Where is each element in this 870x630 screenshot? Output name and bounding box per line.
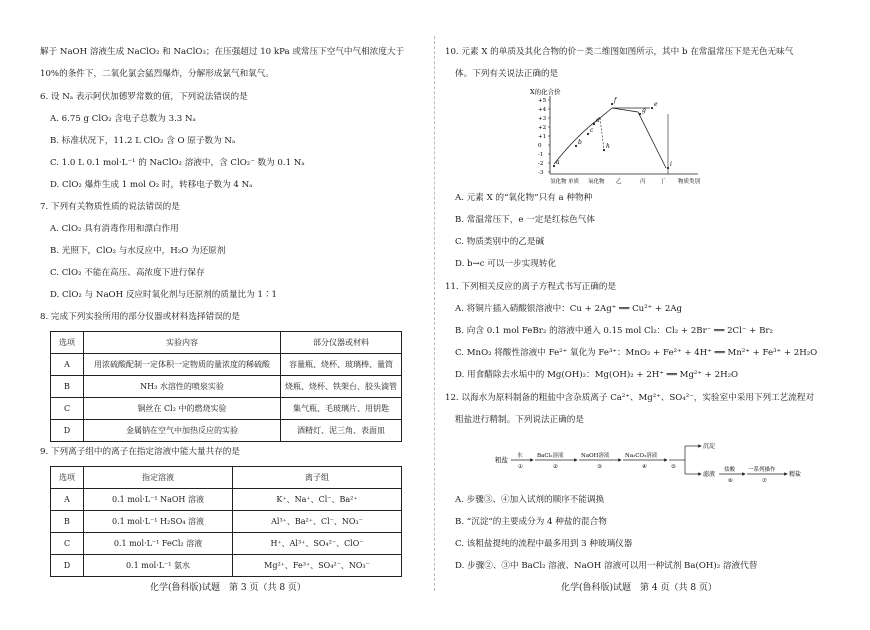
table-row: [51, 398, 402, 420]
x-category-label: 单质: [568, 179, 580, 185]
table-header-cell: 实验内容: [84, 332, 281, 354]
x-category-label: 乙: [616, 179, 622, 185]
flow-water: 水: [517, 453, 523, 459]
table-cell: B: [51, 376, 84, 398]
flow-step-4: ④: [642, 464, 647, 470]
table-header-row: [51, 332, 402, 354]
y-tick-label: -1: [538, 152, 544, 158]
line-f-to-i: [612, 108, 666, 168]
y-tick-label: -2: [538, 161, 544, 167]
chart-point: [575, 145, 577, 147]
q6-option-c: C. 1.0 L 0.1 mol·L⁻¹ 的 NaClO₂ 溶液中，含 ClO₂⁻ 数为 0.1 Nₐ: [50, 158, 305, 168]
q6-option-b: B. 标准状况下，11.2 L ClO₂ 含 O 原子数为 Nₐ: [50, 136, 236, 146]
x-category-labels: [550, 177, 701, 185]
table-cell: 金属钠在空气中加热反应的实验: [84, 420, 281, 442]
chart-point-label: d: [596, 117, 600, 124]
q12-option-c: C. 该粗盐提纯的流程中最多用到 3 种玻璃仪器: [455, 539, 633, 549]
y-tick-label: +4: [538, 107, 547, 113]
chart-point: [639, 113, 641, 115]
chart-point-label: h: [606, 143, 610, 150]
table-row: [51, 354, 402, 376]
q10-option-b: B. 常温常压下，e 一定是红棕色气体: [455, 215, 595, 225]
intro-line-2: 10%的条件下，二氧化氯会猛烈爆炸，分解形成氯气和氧气。: [40, 69, 274, 79]
chart-point: [587, 133, 589, 135]
y-tick-label: +3: [538, 116, 547, 122]
q10-option-d: D. b→c 可以一步实现转化: [455, 259, 557, 269]
page-footer-right: 化学(鲁科版)试题 第 4 页（共 8 页）: [561, 583, 717, 593]
table-cell: 铜丝在 Cl₂ 中的燃烧实验: [84, 398, 281, 420]
y-tick-labels: [538, 98, 550, 176]
q11-option-a: A. 将铜片插入硝酸银溶液中：Cu + 2Ag⁺ ══ Cu²⁺ + 2Ag: [455, 304, 683, 314]
table-cell: 0.1 mol·L⁻¹ H₂SO₄ 溶液: [84, 511, 233, 533]
dashed-guide: [600, 118, 604, 150]
y-tick-label: +5: [538, 98, 547, 104]
table-cell: H⁺、Al³⁺、SO₄²⁻、ClO⁻: [233, 533, 402, 555]
y-tick-label: +2: [538, 125, 547, 131]
q12-stem-line-2: 粗盐进行精制。下列说法正确的是: [455, 415, 584, 425]
table-row: [51, 420, 402, 442]
chart-ylabel: X的化合价: [530, 88, 561, 96]
q11-stem: 11. 下列相关反应的离子方程式书写正确的是: [445, 282, 617, 292]
y-tick-label: +1: [538, 134, 547, 140]
intro-line-1: 解于 NaOH 溶液生成 NaClO₂ 和 NaClO₃；在压强超过 10 kPa 或常压下空气中气相浓度大于: [40, 47, 405, 57]
table-header-cell: 指定溶液: [84, 467, 233, 489]
table-header-cell: 选项: [51, 467, 84, 489]
q10-stem-line-1: 10. 元素 X 的单质及其化合物的价－类二维图如图所示，其中 b 在常温常压下是无色无味气: [445, 47, 794, 57]
chart-point-label: i: [670, 161, 672, 168]
q10-stem-line-2: 体。下列有关说法正确的是: [455, 69, 559, 79]
chart-point: [553, 165, 555, 167]
flow-filtrate: 滤液: [703, 471, 716, 478]
x-category-label: 物质类别: [678, 179, 701, 185]
chart-point: [611, 103, 613, 105]
flow-step-7: ⑦: [762, 478, 767, 484]
page-footer-left: 化学(鲁科版)试题 第 3 页（共 8 页）: [150, 583, 306, 593]
y-tick-label: -3: [538, 170, 544, 176]
chart-point-label: e: [654, 101, 658, 108]
chart-point-label: c: [590, 127, 594, 134]
table-row: [51, 489, 402, 511]
table-cell: B: [51, 511, 84, 533]
table-row: [51, 376, 402, 398]
flow-step-1: ①: [518, 464, 523, 470]
table-cell: C: [51, 533, 84, 555]
x-category-label: 丁: [660, 179, 666, 185]
q9-table: [50, 466, 402, 577]
table-cell: Al³⁺、Ba²⁺、Cl⁻、NO₃⁻: [233, 511, 402, 533]
table-row: [51, 533, 402, 555]
table-cell: NH₃ 水溶性的喷泉实验: [84, 376, 281, 398]
chart-point-label: a: [556, 159, 560, 166]
table-cell: D: [51, 420, 84, 442]
salt-purification-flowchart: [495, 438, 805, 488]
q12-option-a: A. 步骤③、④加入试剂的顺序不能调换: [455, 495, 605, 505]
table-row: [51, 555, 402, 577]
q7-option-a: A. ClO₂ 具有消毒作用和漂白作用: [50, 224, 179, 234]
table-cell: 用浓硫酸配制一定体积一定物质的量浓度的稀硫酸: [84, 354, 281, 376]
q12-option-d: D. 步骤②、③中 BaCl₂ 溶液、NaOH 溶液可以用一种试剂 Ba(OH)₂ 溶液代替: [455, 561, 758, 571]
q11-option-c: C. MnO₂ 将酸性溶液中 Fe²⁺ 氧化为 Fe³⁺：MnO₂ + Fe²⁺ + 4H⁺ ══ Mn²⁺ + Fe³⁺ + 2H₂O: [455, 348, 818, 358]
q8-table: [50, 331, 402, 442]
q6-option-d: D. ClO₂ 爆炸生成 1 mol O₂ 时，转移电子数为 4 Nₐ: [50, 180, 253, 190]
flow-series-ops: 一系列操作: [748, 467, 776, 473]
chart-point: [667, 167, 669, 169]
y-tick-label: 0: [538, 143, 542, 149]
table-header-row: [51, 467, 402, 489]
table-cell: K⁺、Na⁺、Cl⁻、Ba²⁺: [233, 489, 402, 511]
table-cell: A: [51, 489, 84, 511]
table-header-cell: 离子组: [233, 467, 402, 489]
q7-stem: 7. 下列有关物质性质的说法错误的是: [40, 202, 180, 212]
table-header-cell: 部分仪器或材料: [281, 332, 402, 354]
table-cell: Mg²⁺、Fe³⁺、SO₄²⁻、NO₃⁻: [233, 555, 402, 577]
table-cell: A: [51, 354, 84, 376]
table-cell: 酒精灯、泥三角、表面皿: [281, 420, 402, 442]
flow-step-2: ②: [553, 464, 558, 470]
table-cell: 0.1 mol·L⁻¹ 氨水: [84, 555, 233, 577]
table-cell: C: [51, 398, 84, 420]
flow-hcl: 盐酸: [724, 467, 736, 473]
x-category-label: 氢化物: [550, 179, 567, 185]
flow-step-3: ③: [597, 464, 602, 470]
q10-option-c: C. 物质类别中的乙是碱: [455, 237, 545, 247]
q7-option-b: B. 光照下，ClO₂ 与水反应中，H₂O 为还原剂: [50, 246, 226, 256]
q11-option-d: D. 用食醋除去水垢中的 Mg(OH)₂：Mg(OH)₂ + 2H⁺ ══ Mg²⁺ + 2H₂O: [455, 370, 739, 380]
chart-point-label: b: [578, 139, 582, 146]
table-cell: 0.1 mol·L⁻¹ NaOH 溶液: [84, 489, 233, 511]
chart-point-label: f: [614, 97, 617, 104]
q8-stem: 8. 完成下列实验所用的部分仪器或材料选择错误的是: [40, 312, 240, 322]
flow-reagent-naoh: NaOH溶液: [581, 453, 610, 459]
q10-option-a: A. 元素 X 的“氧化物”只有 a 种物种: [455, 193, 593, 203]
q6-option-a: A. 6.75 g ClO₂ 含电子总数为 3.3 Nₐ: [50, 114, 196, 124]
q7-option-d: D. ClO₂ 与 NaOH 反应时氧化剂与还原剂的质量比为 1∶1: [50, 290, 278, 300]
chart-point: [651, 107, 653, 109]
table-cell: 集气瓶、毛玻璃片、用钥匙: [281, 398, 402, 420]
flow-step-5: ⑤: [671, 464, 676, 470]
right-page: [435, 0, 870, 630]
flow-reagent-na2co3: Na₂CO₃溶液: [625, 453, 658, 459]
valence-class-diagram: [528, 84, 718, 186]
q12-stem-line-1: 12. 以海水为原料制备的粗盐中含杂质离子 Ca²⁺、Mg²⁺、SO₄²⁻，实验室中采用下列工艺流程对: [445, 393, 815, 403]
flow-precipitate: 沉淀: [703, 443, 716, 450]
chart-point: [593, 123, 595, 125]
table-cell: 容量瓶、烧杯、玻璃棒、量筒: [281, 354, 402, 376]
table-row: [51, 511, 402, 533]
flow-start: 粗盐: [495, 456, 508, 464]
q9-stem: 9. 下列离子组中的离子在指定溶液中能大量共存的是: [40, 447, 240, 457]
flow-product: 精盐: [789, 471, 802, 478]
curve-a-to-f: [554, 108, 612, 164]
flow-step-6: ⑥: [728, 478, 733, 484]
flow-reagent-bacl2: BaCl₂溶液: [537, 453, 564, 459]
q7-option-c: C. ClO₂ 不能在高压、高浓度下进行保存: [50, 268, 205, 278]
q12-option-b: B. “沉淀”的主要成分为 4 种盐的混合物: [455, 517, 607, 527]
x-category-label: 丙: [640, 179, 646, 185]
chart-point-label: g: [642, 107, 646, 114]
table-cell: 0.1 mol·L⁻¹ FeCl₂ 溶液: [84, 533, 233, 555]
table-cell: D: [51, 555, 84, 577]
x-category-label: 氧化物: [588, 179, 605, 185]
table-header-cell: 选项: [51, 332, 84, 354]
chart-point: [603, 149, 605, 151]
table-cell: 烧瓶、烧杯、铁架台、胶头滴管: [281, 376, 402, 398]
q11-option-b: B. 向含 0.1 mol FeBr₂ 的溶液中通入 0.15 mol Cl₂：Cl₂ + 2Br⁻ ══ 2Cl⁻ + Br₂: [455, 326, 773, 336]
q6-stem: 6. 设 Nₐ 表示阿伏加德罗常数的值，下列说法错误的是: [40, 92, 248, 102]
